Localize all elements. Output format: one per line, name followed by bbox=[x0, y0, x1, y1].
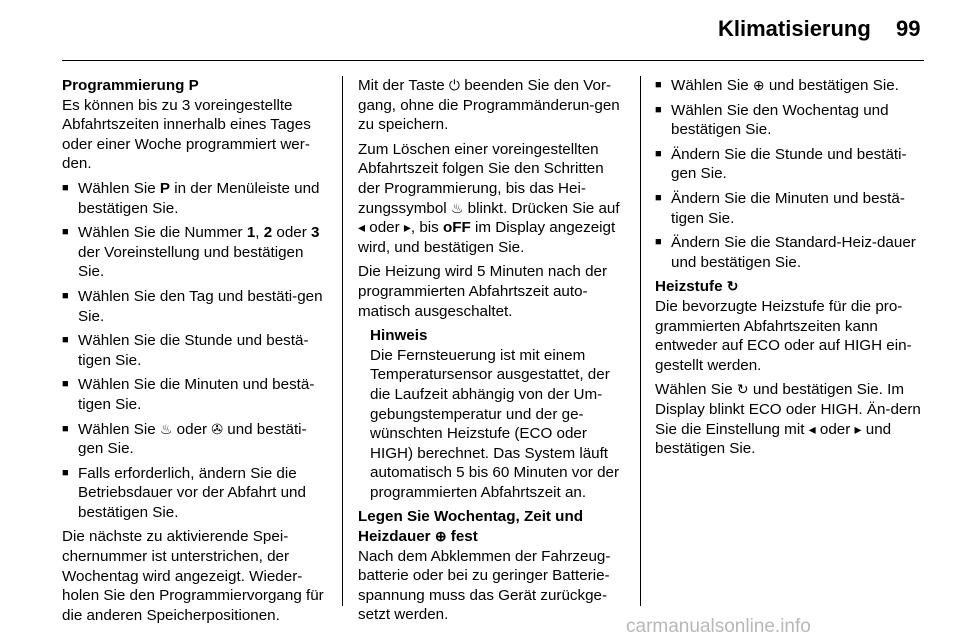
arrow-left-icon: ◂ bbox=[358, 219, 366, 236]
bullet-icon: ■ bbox=[62, 181, 69, 194]
page-number: 99 bbox=[896, 16, 921, 41]
bullet-icon: ■ bbox=[62, 422, 69, 435]
paragraph-intro: Es können bis zu 3 voreingestellte Abfahrtszeiten innerhalb eines Tages oder einer Woche programmiert wer-den. bbox=[62, 96, 311, 173]
list-item: ■ Wählen Sie die Stunde und bestä-tigen Sie. bbox=[62, 332, 309, 369]
bullet-icon: ■ bbox=[655, 236, 662, 249]
watermark: carmanualsonline.info bbox=[626, 616, 811, 637]
bullet-icon: ■ bbox=[655, 191, 662, 204]
fan-icon: ✇ bbox=[211, 420, 224, 437]
header-divider bbox=[62, 60, 924, 61]
steps-list-setup bbox=[655, 76, 923, 272]
bullet-icon: ■ bbox=[62, 289, 69, 302]
heater-icon: ♨ bbox=[450, 199, 464, 216]
menu-key-p: P bbox=[159, 179, 171, 197]
list-item: ■ Wählen Sie den Wochentag und bestätigen Sie. bbox=[655, 101, 889, 139]
bullet-icon: ■ bbox=[655, 103, 662, 116]
bullet-icon: ■ bbox=[62, 378, 69, 391]
steps-list-programming bbox=[62, 179, 328, 523]
list-item: ■ Ändern Sie die Standard-Heiz-dauer und bestätigen Sie. bbox=[655, 234, 916, 271]
column-divider-1 bbox=[342, 76, 343, 606]
arrow-right-icon: ▸ bbox=[403, 219, 411, 236]
heat-level-icon: ↻ bbox=[736, 381, 749, 398]
column-2 bbox=[358, 76, 628, 630]
bullet-icon: ■ bbox=[655, 147, 662, 160]
paragraph-reset: Nach dem Abklemmen der Fahrzeug-batterie oder bei zu geringer Batterie-spannung muss das Gerät zurückge-setzt werden. bbox=[358, 547, 611, 624]
heater-icon: ♨ bbox=[159, 420, 173, 437]
bullet-icon: ■ bbox=[655, 79, 662, 91]
clock-icon: ⊕ bbox=[434, 528, 447, 545]
page-title: Klimatisierung bbox=[718, 16, 871, 41]
arrow-right-icon: ▸ bbox=[854, 420, 862, 437]
bullet-icon: ■ bbox=[62, 466, 69, 479]
bullet-icon: ■ bbox=[62, 226, 69, 239]
clock-icon: ⊕ bbox=[752, 77, 765, 93]
list-item: ■ Wählen Sie ⊕ und bestätigen Sie. bbox=[655, 77, 899, 94]
section-heading-programmierung: Programmierung P bbox=[62, 77, 199, 94]
power-icon: ⏻ bbox=[448, 77, 460, 93]
list-item: ■ Ändern Sie die Stunde und bestäti-gen Sie. bbox=[655, 145, 907, 183]
paragraph-heat-level: Die bevorzugte Heizstufe für die pro-grammierten Abfahrtszeiten kann entweder auf ECO oder auf HIGH ein-gestellt werden. bbox=[655, 297, 912, 374]
list-item: ■ Wählen Sie ♨ oder ✇ und bestäti-gen Sie. bbox=[62, 420, 307, 458]
arrow-left-icon: ◂ bbox=[808, 420, 816, 437]
column-1 bbox=[62, 76, 328, 630]
paragraph-cancel: Mit der Taste ⏻ beenden Sie den Vor-gang, ohne die Programmänderun-gen zu speichern. bbox=[358, 77, 620, 134]
list-item: ■ Wählen Sie die Minuten und bestä-tigen Sie. bbox=[62, 376, 315, 413]
column-3 bbox=[655, 76, 923, 464]
note-text: Die Fernsteuerung ist mit einem Temperatursensor ausgestattet, der die Laufzeit abhängig von der Um-gebungstemperatur und der ge-wünschten Heizstufe (ECO oder HIGH) berechnet. Das System läuft automatisch 5 bis 60 Minuten vor der programmierten Abfahrtszeit an. bbox=[370, 346, 620, 501]
display-off-text: oFF bbox=[442, 219, 471, 237]
paragraph-delete: Zum Löschen einer voreingestellten Abfahrtszeit folgen Sie den Schritten der Programmierung, bis das Hei-zungssymbol ♨ blinkt. Drücken Sie auf ◂ oder ▸, bis oFF im Display angezeigt wird, und bestätigen Sie. bbox=[358, 140, 620, 256]
list-item: ■ Wählen Sie die Nummer 1, 2 oder 3 der Voreinstellung und bestätigen Sie. bbox=[62, 224, 320, 281]
list-item: ■ Wählen Sie P in der Menüleiste und bestätigen Sie. bbox=[62, 179, 320, 217]
note-title: Hinweis bbox=[370, 327, 428, 345]
list-item: ■ Ändern Sie die Minuten und bestä-tigen Sie. bbox=[655, 189, 905, 227]
section-heading-wochentag: Legen Sie Wochentag, Zeit und Heizdauer ⊕ fest bbox=[358, 508, 584, 546]
section-heading-heizstufe: Heizstufe ↻ bbox=[655, 278, 739, 296]
paragraph-heat-select: Wählen Sie ↻ und bestätigen Sie. Im Display blinkt ECO oder HIGH. Än-dern Sie die Einstellung mit ◂ oder ▸ und bestätigen Sie. bbox=[655, 381, 921, 458]
heat-level-icon: ↻ bbox=[726, 278, 739, 295]
list-item: ■ Falls erforderlich, ändern Sie die Betriebsdauer vor der Abfahrt und bestätigen Sie. bbox=[62, 464, 306, 521]
paragraph-outro: Die nächste zu aktivierende Spei-chernummer ist unterstrichen, der Wochentag wird angezeigt. Wieder-holen Sie den Programmiervorgang für die anderen Speicherpositionen. bbox=[62, 528, 324, 624]
note-box bbox=[358, 326, 628, 502]
bullet-icon: ■ bbox=[62, 334, 69, 347]
column-divider-2 bbox=[640, 76, 641, 606]
paragraph-auto-off: Die Heizung wird 5 Minuten nach der programmierten Abfahrtszeit auto-matisch ausgeschaltet. bbox=[358, 263, 608, 320]
list-item: ■ Wählen Sie den Tag und bestäti-gen Sie. bbox=[62, 287, 323, 325]
